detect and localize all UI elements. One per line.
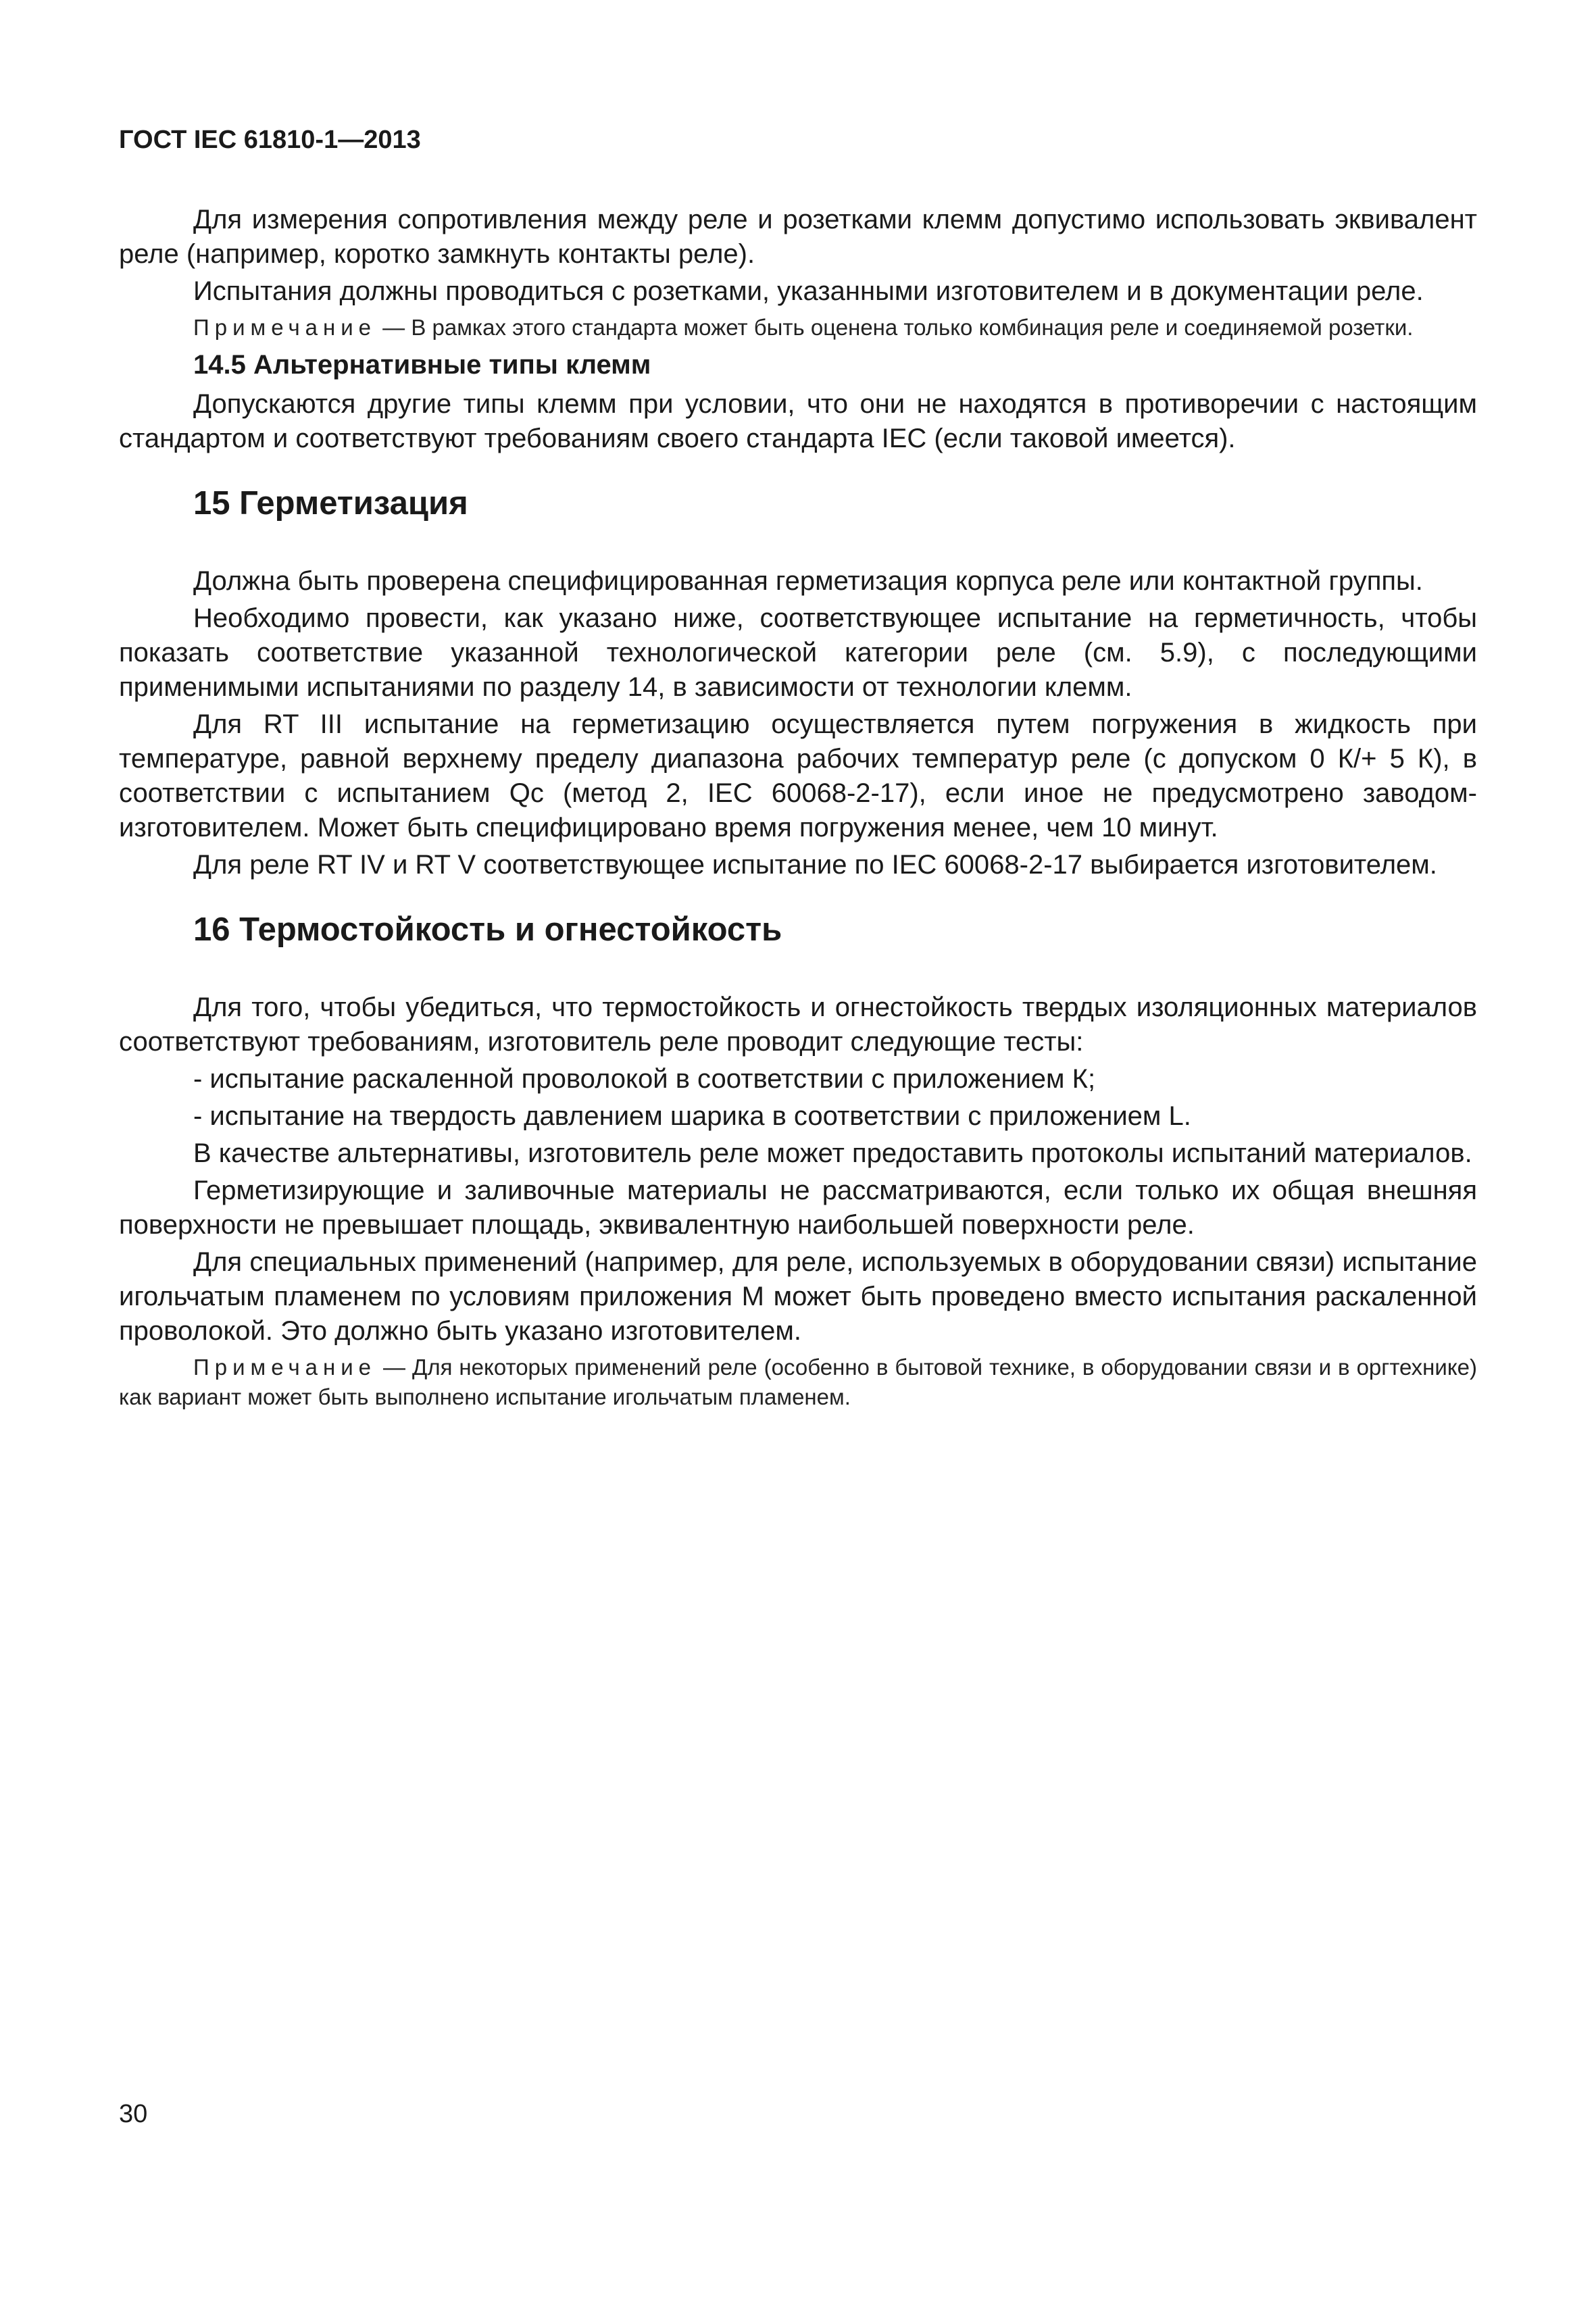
note-label: Примечание <box>193 315 377 340</box>
paragraph-alternative-protocols: В качестве альтернативы, изготовитель реле может предоставить протоколы испытаний материалов. <box>193 1138 1472 1168</box>
paragraph-sealing-check: Должна быть проверена специфицированная герметизация корпуса реле или контактной группы. <box>193 566 1423 596</box>
section-heading-16: 16 Термостойкость и огнестойкость <box>193 911 782 948</box>
paragraph-resistance-measurement: Для измерения сопротивления между реле и розетками клемм допустимо использовать эквивалент реле (например, коротко замкнуть контакты реле). <box>119 205 1477 269</box>
paragraph-alternative-terminals: Допускаются другие типы клемм при условии, что они не находятся в противоречии с настоящим стандартом и соответствуют требованиям своего стандарта IEC (если таковой имеется). <box>119 389 1477 453</box>
list-item-glow-wire: - испытание раскаленной проволокой в соответствии с приложением К; <box>193 1064 1096 1094</box>
paragraph-needle-flame: Для специальных применений (например, для реле, используемых в оборудовании связи) испытание игольчатым пламенем по условиям приложения М может быть проведено вместо испытания раскаленной проволокой. Это должно быть указано изготовителем. <box>119 1247 1477 1346</box>
note-label: Примечание <box>193 1355 377 1380</box>
note-text: — Для некоторых применений реле (особенно в бытовой технике, в оборудовании связи и в оргтехнике) как вариант может быть выполнено испытание игольчатым пламенем. <box>119 1355 1477 1409</box>
document-header: ГОСТ IEC 61810-1—2013 <box>119 126 421 154</box>
list-item-ball-pressure: - испытание на твердость давлением шарика в соответствии с приложением L. <box>193 1101 1191 1131</box>
page-content <box>119 203 1477 1416</box>
subsection-heading-14-5: 14.5 Альтернативные типы клемм <box>193 350 651 380</box>
section-heading-15: 15 Герметизация <box>193 485 468 522</box>
paragraph-rt-iii: Для RT III испытание на герметизацию осуществляется путем погружения в жидкость при температуре, равной верхнему пределу диапазона рабочих температур реле (с допуском 0 К/+ 5 К), в соответствии с испытанием Qc (метод 2, IEC 60068-2-17), если иное не предусмотрено заводом-изготовителем. Может быть специфицировано время погружения менее, чем 10 минут. <box>119 709 1477 842</box>
page-number: 30 <box>119 2100 148 2128</box>
paragraph-heat-fire-resistance: Для того, чтобы убедиться, что термостойкость и огнестойкость твердых изоляционных материалов соответствуют требованиям, изготовитель реле проводит следующие тесты: <box>119 992 1477 1057</box>
note-text: — В рамках этого стандарта может быть оценена только комбинация реле и соединяемой розетки. <box>376 315 1414 340</box>
note-needle-flame <box>119 1353 1477 1412</box>
paragraph-sealing-test: Необходимо провести, как указано ниже, соответствующее испытание на герметичность, чтобы показать соответствие указанной технологической категории реле (см. 5.9), с последующими применимыми испытаниями по разделу 14, в зависимости от технологии клемм. <box>119 603 1477 702</box>
note-socket-combination <box>119 313 1477 343</box>
paragraph-tests-with-sockets: Испытания должны проводиться с розетками, указанными изготовителем и в документации реле. <box>193 276 1424 306</box>
paragraph-rt-iv-v: Для реле RT IV и RT V соответствующее испытание по IEC 60068-2-17 выбирается изготовителем. <box>193 850 1437 880</box>
paragraph-potting-materials: Герметизирующие и заливочные материалы не рассматриваются, если только их общая внешняя поверхности не превышает площадь, эквивалентную наибольшей поверхности реле. <box>119 1176 1477 1240</box>
